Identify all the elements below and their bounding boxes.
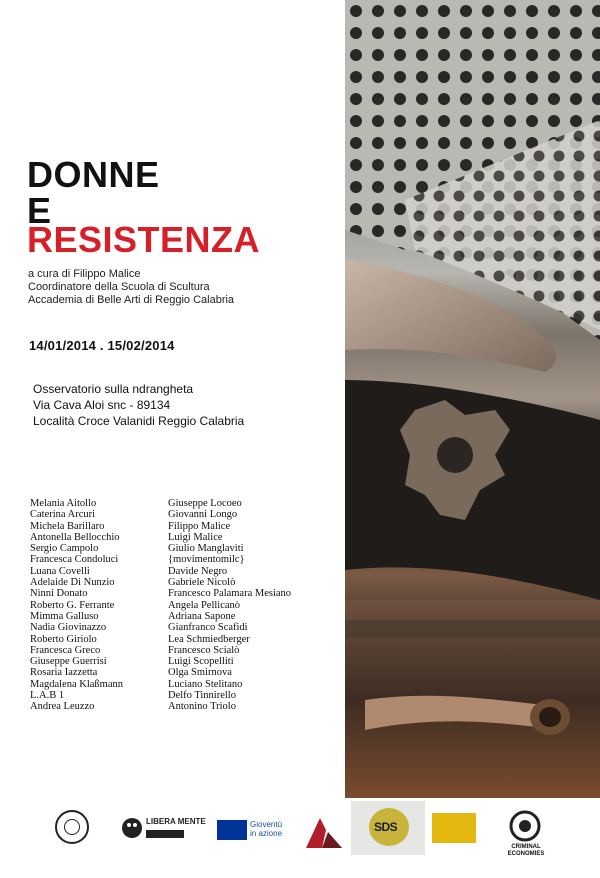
artist-name: Adelaide Di Nunzio bbox=[30, 577, 115, 589]
seal-inner-ring bbox=[64, 819, 80, 835]
artist-name: Roberto G. Ferrante bbox=[30, 599, 115, 611]
artist-name: Michela Barillaro bbox=[30, 520, 105, 532]
artist-name: Luigi Scopelliti bbox=[168, 656, 234, 668]
curator-line: Accademia di Belle Arti di Reggio Calabria bbox=[28, 294, 235, 306]
seal-logo bbox=[55, 810, 89, 844]
artist-name: {movimentomilc} bbox=[168, 554, 245, 566]
eu-flag-icon bbox=[217, 820, 247, 840]
artist-name: Antonino Triolo bbox=[168, 701, 236, 713]
artist-name: Olga Smirnova bbox=[168, 667, 232, 679]
venue-line: Località Croce Valanidi Reggio Calabria bbox=[33, 414, 245, 428]
criminal-economies-label bbox=[497, 844, 555, 858]
artist-name: L.A.B 1 bbox=[30, 690, 65, 702]
eu-label-line: Gioventù bbox=[250, 820, 283, 829]
artist-name: Lea Schmiedberger bbox=[168, 633, 250, 645]
artist-name: Gianfranco Scafidi bbox=[168, 622, 248, 634]
artist-name: Luigi Malice bbox=[168, 531, 223, 543]
artist-name: Melania Aitollo bbox=[30, 498, 97, 509]
metal-artwork-image bbox=[345, 0, 600, 798]
artist-name: Luciano Stelitano bbox=[168, 678, 243, 690]
artist-name: Luana Covelli bbox=[30, 565, 90, 577]
venue-line: Osservatorio sulla ndrangheta bbox=[33, 382, 194, 396]
artist-name: Angela Pellicanò bbox=[168, 599, 241, 611]
rusted-metal-photo bbox=[345, 0, 600, 798]
artist-name: Francesco Scialò bbox=[168, 644, 240, 656]
artist-name: Francesca Greco bbox=[30, 644, 101, 656]
title-line-donne: DONNE bbox=[27, 154, 160, 195]
sds-logo-text: SDS bbox=[374, 820, 398, 834]
artist-name: Sergio Campolo bbox=[30, 543, 99, 555]
libera-logo-text: LIBERA MENTE bbox=[146, 817, 206, 826]
artist-name: Caterina Arcuri bbox=[30, 509, 96, 521]
yellow-logo bbox=[432, 813, 476, 843]
artist-name: Roberto Giriolo bbox=[30, 633, 97, 645]
title-line-e: E bbox=[27, 190, 52, 231]
artist-name: Giuseppe Locoeo bbox=[168, 498, 242, 509]
artist-name: Adriana Sapone bbox=[168, 610, 236, 622]
artist-name: Filippo Malice bbox=[168, 520, 231, 532]
criminal-label-line: CRIMINAL bbox=[511, 844, 541, 850]
artist-name: Rosaria Iazzetta bbox=[30, 667, 98, 679]
exhibition-dates: 14/01/2014 . 15/02/2014 bbox=[29, 338, 175, 353]
artist-name: Giulio Manglaviti bbox=[168, 543, 244, 555]
artist-name: Magdalena Klaßmann bbox=[30, 678, 124, 690]
artist-list-column-2 bbox=[168, 498, 291, 713]
curator-line: Coordinatore della Scuola di Scultura bbox=[28, 281, 210, 293]
eu-program-label bbox=[250, 820, 282, 838]
artist-name: Nadia Giovinazzo bbox=[30, 622, 107, 634]
artist-name: Giuseppe Guerrisi bbox=[30, 656, 107, 668]
curator-block bbox=[28, 268, 234, 307]
sponsor-logo-strip bbox=[0, 798, 600, 878]
artist-list-column-1 bbox=[30, 498, 123, 713]
venue-line: Via Cava Aloi snc - 89134 bbox=[33, 398, 171, 412]
artist-name: Delfo Tinnirello bbox=[168, 690, 236, 702]
artist-name: Antonella Bellocchio bbox=[30, 531, 120, 543]
artist-name: Davide Negro bbox=[168, 565, 228, 577]
eu-label-line: in azione bbox=[250, 829, 283, 838]
libera-mente-logo bbox=[120, 808, 206, 850]
artist-name: Francesco Palamara Mesiano bbox=[168, 588, 292, 600]
artist-name: Mimma Galluso bbox=[30, 610, 99, 622]
curator-line: a cura di Filippo Malice bbox=[28, 268, 141, 280]
artist-name: Giovanni Longo bbox=[168, 509, 238, 521]
artist-name: Andrea Leuzzo bbox=[30, 701, 95, 713]
accademia-logo bbox=[302, 814, 346, 852]
artist-name: Ninni Donato bbox=[30, 588, 88, 600]
artist-name: Francesca Condoluci bbox=[30, 554, 119, 566]
title-line-resistenza: RESISTENZA bbox=[27, 219, 261, 260]
criminal-label-line: ECONOMIES bbox=[507, 851, 545, 857]
artist-name: Gabriele Nicolò bbox=[168, 577, 236, 589]
venue-block bbox=[33, 381, 244, 429]
